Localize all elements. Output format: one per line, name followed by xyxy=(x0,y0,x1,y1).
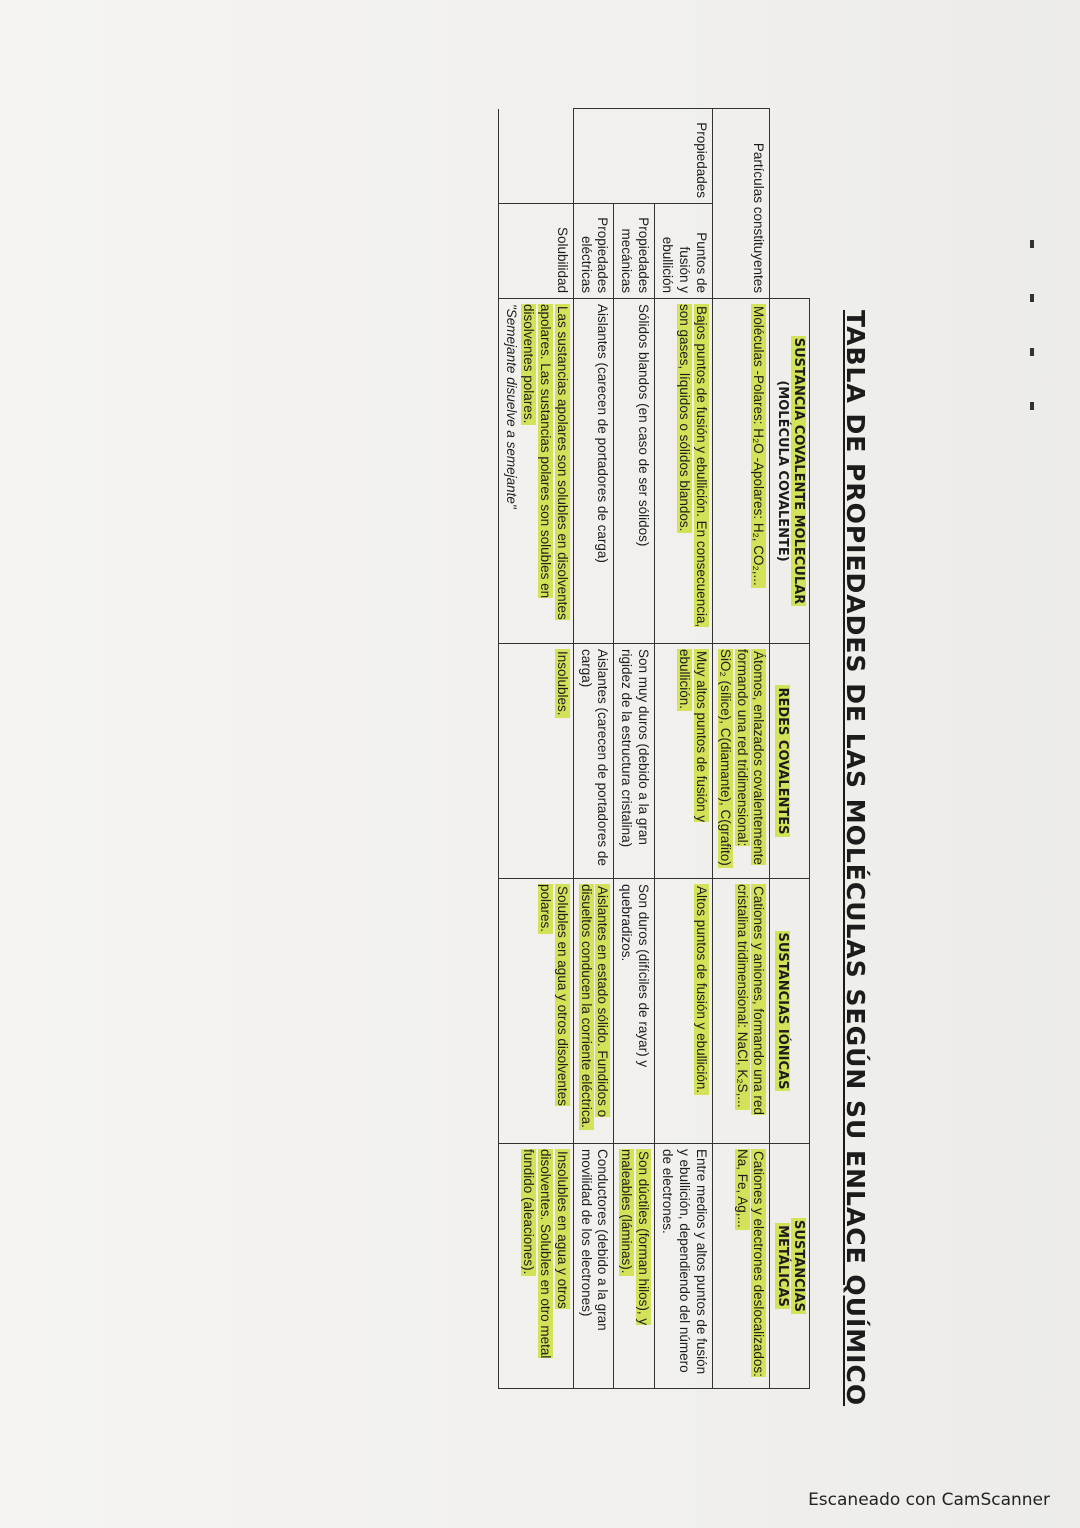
cell: Solubles en agua y otros disolventes polares. xyxy=(499,879,574,1144)
cell: Son muy duros (debido a la gran rigidez de la estructura cristalina) xyxy=(614,644,655,879)
row-label-propiedades: Propiedades xyxy=(573,109,712,204)
header-metalicas: SUSTANCIAS METÁLICAS xyxy=(770,1144,810,1389)
table-row xyxy=(712,109,770,1389)
cell: Insolubles. xyxy=(499,644,574,879)
row-label-electricas: Propiedades eléctricas xyxy=(573,204,614,299)
cell: Cationes y electrones deslocalizados: Na, Fe, Ag,... xyxy=(712,1144,770,1389)
table-row xyxy=(499,109,574,1389)
cell: Son dúctiles (forman hilos), y maleables (láminas). xyxy=(614,1144,655,1389)
cell: Átomos, enlazados covalentemente formando una red tridimensional: SiO₂ (sílice), C(diamante), C(grafito) xyxy=(712,644,770,879)
cell: Muy altos puntos de fusión y ebullición. xyxy=(655,644,713,879)
page-marks xyxy=(1030,240,1036,456)
header-redes-covalentes: REDES COVALENTES xyxy=(770,644,810,879)
row-label-particulas: Partículas constituyentes xyxy=(712,109,770,299)
cell: Aislantes (carecen de portadores de carga) xyxy=(573,644,614,879)
header-row xyxy=(770,109,810,1389)
cell: Altos puntos de fusión y ebullición. xyxy=(655,879,713,1144)
row-label-mecanicas: Propiedades mecánicas xyxy=(614,204,655,299)
table-row xyxy=(573,109,614,1389)
header-ionicas: SUSTANCIAS IÓNICAS xyxy=(770,879,810,1144)
scanner-footer: Escaneado con CamScanner xyxy=(808,1490,1050,1510)
cell: Las sustancias apolares son solubles en disolventes apolares. Las sustancias polares son solubles en disolventes polares. "Semejante disuelve a semejante" xyxy=(499,299,574,644)
cell: Aislantes (carecen de portadores de carga) xyxy=(573,299,614,644)
cell: Insolubles en agua y otros disolventes. Solubles en otro metal fundido (aleaciones). xyxy=(499,1144,574,1389)
properties-table xyxy=(498,108,810,1389)
table-row xyxy=(655,109,713,1389)
header-corner xyxy=(770,109,810,299)
cell: Cationes y aniones, formando una red cristalina tridimensional: NaCl, K₂S,... xyxy=(712,879,770,1144)
cell: Conductores (debido a la gran movilidad de los electrones) xyxy=(573,1144,614,1389)
cell: Son duros (difíciles de rayar) y quebradizos. xyxy=(614,879,655,1144)
cell: Sólidos blandos (en caso de ser sólidos) xyxy=(614,299,655,644)
cell: Bajos puntos de fusión y ebullición. En consecuencia, son gases, líquidos o sólidos blandos. xyxy=(655,299,713,644)
blank-cell xyxy=(499,109,574,204)
cell: Moléculas -Polares: H₂O -Apolares: H₂, CO₂,... xyxy=(712,299,770,644)
header-covalente-molecular: SUSTANCIA COVALENTE MOLECULAR (MOLÉCULA COVALENTE) xyxy=(770,299,810,644)
solubility-note: "Semejante disuelve a semejante" xyxy=(504,304,520,509)
cell: Entre medios y altos puntos de fusión y ebullición, dependiendo del número de electrones. xyxy=(655,1144,713,1389)
row-label-solubilidad: Solubilidad xyxy=(499,204,574,299)
cell: Aislantes en estado sólido. Fundidos o disueltos conducen la corriente eléctrica. xyxy=(573,879,614,1144)
rotated-sheet xyxy=(160,80,880,1420)
table-row xyxy=(614,109,655,1389)
page-title: TABLA DE PROPIEDADES DE LAS MOLÉCULAS SEGÚN SU ENLACE QUÍMICO xyxy=(841,310,870,1407)
row-label-puntos: Puntos de fusión y ebullición xyxy=(655,204,713,299)
